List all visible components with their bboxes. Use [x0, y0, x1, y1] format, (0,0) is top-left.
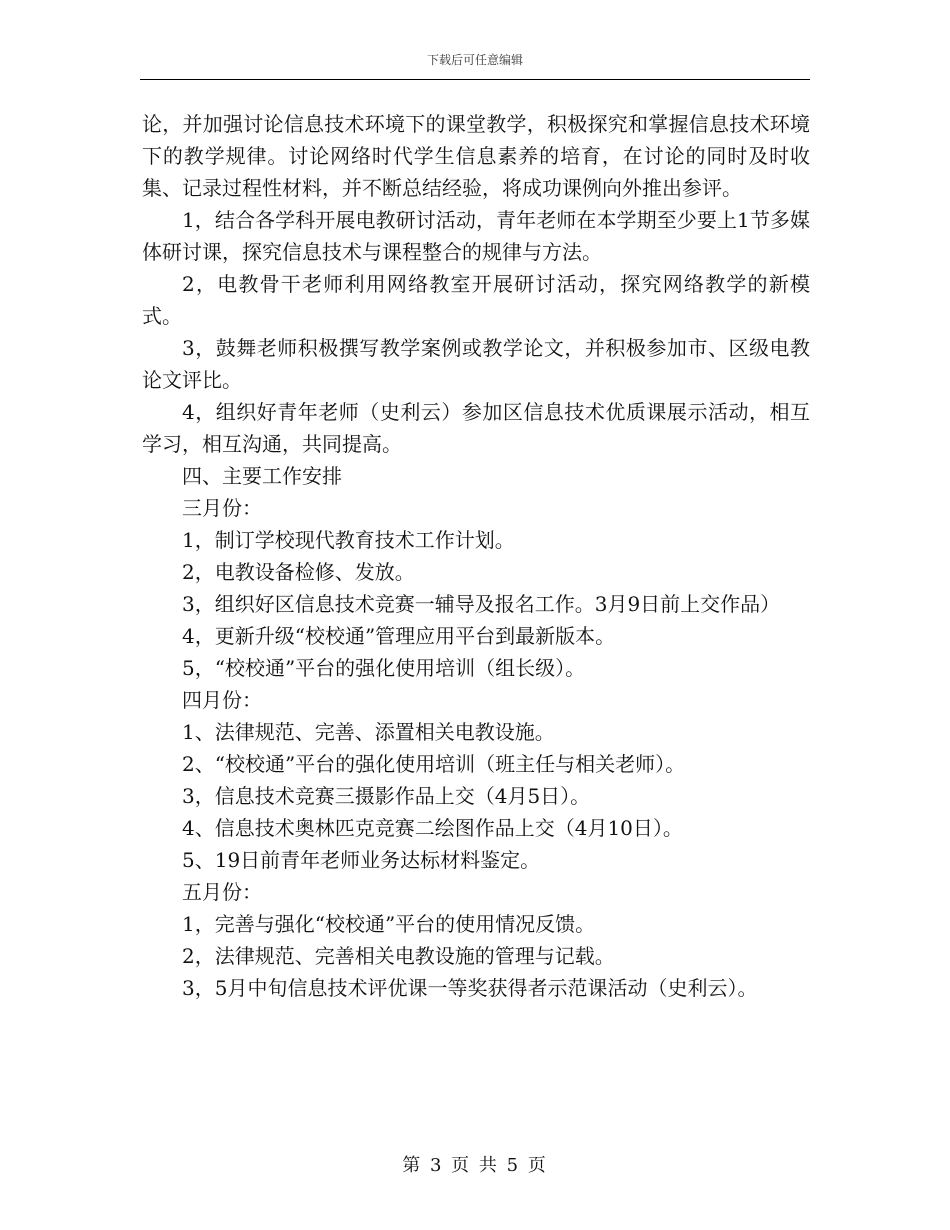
header-divider [140, 79, 810, 80]
list-item: 4，更新升级“校校通”管理应用平台到最新版本。 [182, 624, 616, 648]
list-item: 2，法律规范、完善相关电教设施的管理与记载。 [182, 944, 615, 968]
list-item: 2、“校校通”平台的强化使用培训（班主任与相关老师）。 [182, 752, 686, 776]
document-body [142, 108, 810, 1004]
list-item-research-activity: 1，结合各学科开展电教研讨活动，青年老师在本学期至少要上1节多媒体研讨课，探究信息技术与课程整合的规律与方法。 [142, 208, 810, 264]
month-heading-march: 三月份： [182, 496, 262, 520]
month-heading-may: 五月份： [182, 880, 262, 904]
list-item: 1，完善与强化“校校通”平台的使用情况反馈。 [182, 912, 596, 936]
list-item: 1，制订学校现代教育技术工作计划。 [182, 528, 515, 552]
list-item: 3，5月中旬信息技术评优课一等奖获得者示范课活动（史利云）。 [182, 976, 758, 1000]
page-header-watermark: 下载后可任意编辑 [426, 53, 523, 67]
list-item-network-classroom: 2，电教骨干老师利用网络教室开展研讨活动，探究网络教学的新模式。 [142, 272, 810, 328]
list-item: 5，“校校通”平台的强化使用培训（组长级）。 [182, 656, 586, 680]
month-heading-april: 四月份： [182, 688, 262, 712]
list-item: 2，电教设备检修、发放。 [182, 560, 415, 584]
list-item: 5、19日前青年老师业务达标材料鉴定。 [182, 848, 541, 872]
list-item: 3，信息技术竞赛三摄影作品上交（4月5日）。 [182, 784, 591, 808]
body-paragraph-continuation: 论，并加强讨论信息技术环境下的课堂教学，积极探究和掌握信息技术环境下的教学规律。讨论网络时代学生信息素养的培育，在讨论的同时及时收集、记录过程性材料，并不断总结经验，将成功课例向外推出参评。 [142, 112, 810, 200]
page-number: 第 3 页 共 5 页 [402, 1155, 548, 1176]
list-item-paper-writing: 3，鼓舞老师积极撰写教学案例或教学论文，并积极参加市、区级电教论文评比。 [142, 336, 810, 392]
list-item: 4、信息技术奥林匹克竞赛二绘图作品上交（4月10日）。 [182, 816, 683, 840]
section-heading-work-schedule: 四、主要工作安排 [182, 464, 342, 488]
list-item-quality-class: 4，组织好青年老师（史利云）参加区信息技术优质课展示活动，相互学习，相互沟通，共同提高。 [142, 400, 810, 456]
list-item: 3，组织好区信息技术竞赛一辅导及报名工作。3月9日前上交作品） [182, 592, 781, 616]
list-item: 1、法律规范、完善、添置相关电教设施。 [182, 720, 555, 744]
